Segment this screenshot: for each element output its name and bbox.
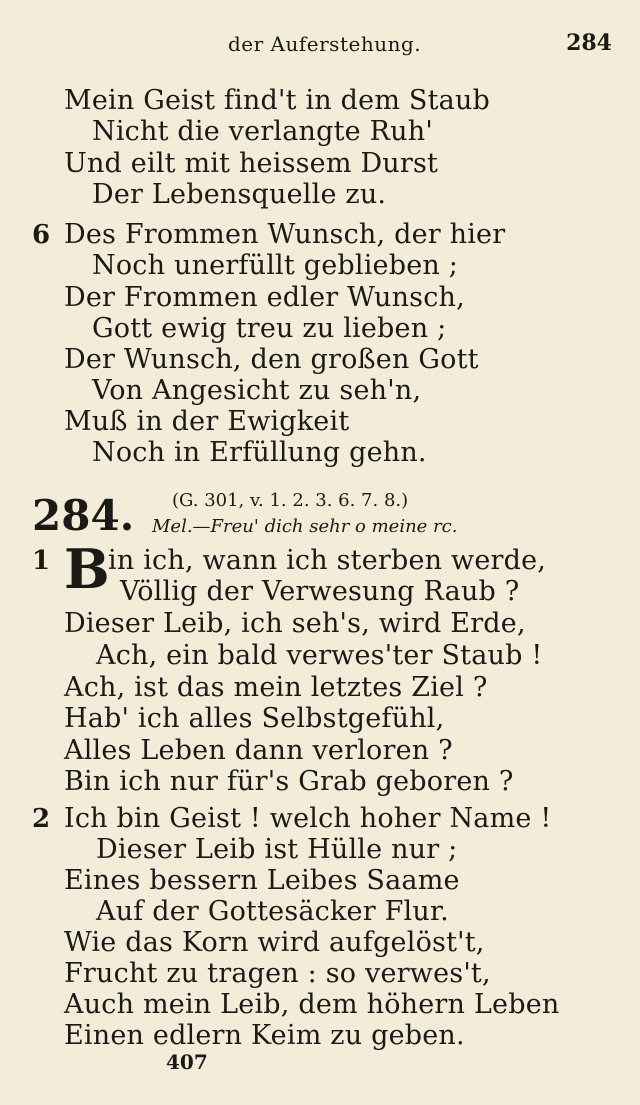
verse-line: Alles Leben dann verloren ?: [64, 735, 453, 766]
verse-line: Noch in Erfüllung gehn.: [92, 437, 427, 468]
verse-line: Einen edlern Keim zu geben.: [64, 1020, 465, 1051]
verse-line: Hab' ich alles Selbstgefühl,: [64, 703, 445, 734]
verse-line: Und eilt mit heissem Durst: [64, 148, 439, 179]
verse-number: 6: [32, 220, 51, 250]
verse-line: Ach, ist das mein letztes Ziel ?: [64, 672, 488, 703]
verse-line: Ich bin Geist ! welch hoher Name !: [64, 803, 552, 834]
verse-line: in ich, wann ich sterben werde,: [108, 545, 547, 576]
verse-line: Eines bessern Leibes Saame: [64, 865, 460, 896]
verse-line: Mein Geist find't in dem Staub: [64, 85, 491, 116]
hymn-melody: Mel.—Freu' dich sehr o meine rc.: [152, 516, 458, 537]
page-number: 284: [566, 30, 612, 56]
verse-line: Bin ich nur für's Grab geboren ?: [64, 766, 514, 797]
verse-line: Auf der Gottesäcker Flur.: [96, 896, 449, 927]
hymn-reference: (G. 301, v. 1. 2. 3. 6. 7. 8.): [172, 490, 409, 511]
verse-line: Von Angesicht zu seh'n,: [92, 375, 422, 406]
verse-line: Muß in der Ewigkeit: [64, 406, 350, 437]
verse-line: Noch unerfüllt geblieben ;: [92, 250, 459, 281]
folio-number: 407: [166, 1050, 208, 1074]
running-title: der Auferstehung.: [228, 32, 422, 56]
verse-line: Frucht zu tragen : so verwes't,: [64, 958, 491, 989]
verse-line: Der Frommen edler Wunsch,: [64, 282, 465, 313]
verse-line: Völlig der Verwesung Raub ?: [120, 576, 520, 607]
verse-line: Wie das Korn wird aufgelöst't,: [64, 927, 485, 958]
verse-line: Dieser Leib, ich seh's, wird Erde,: [64, 608, 526, 639]
verse-line: Gott ewig treu zu lieben ;: [92, 313, 447, 344]
verse-line: Auch mein Leib, dem höhern Leben: [64, 989, 560, 1020]
verse-line: Ach, ein bald verwes'ter Staub !: [96, 640, 543, 671]
verse-line: Dieser Leib ist Hülle nur ;: [96, 834, 458, 865]
drop-cap: B: [64, 537, 110, 601]
verse-number: 2: [32, 804, 51, 834]
verse-line: Nicht die verlangte Ruh': [92, 116, 433, 147]
hymn-number: 284.: [32, 491, 135, 540]
verse-line: Des Frommen Wunsch, der hier: [64, 219, 506, 250]
verse-line: Der Lebensquelle zu.: [92, 179, 387, 210]
verse-number: 1: [32, 546, 51, 576]
verse-line: Der Wunsch, den großen Gott: [64, 344, 479, 375]
